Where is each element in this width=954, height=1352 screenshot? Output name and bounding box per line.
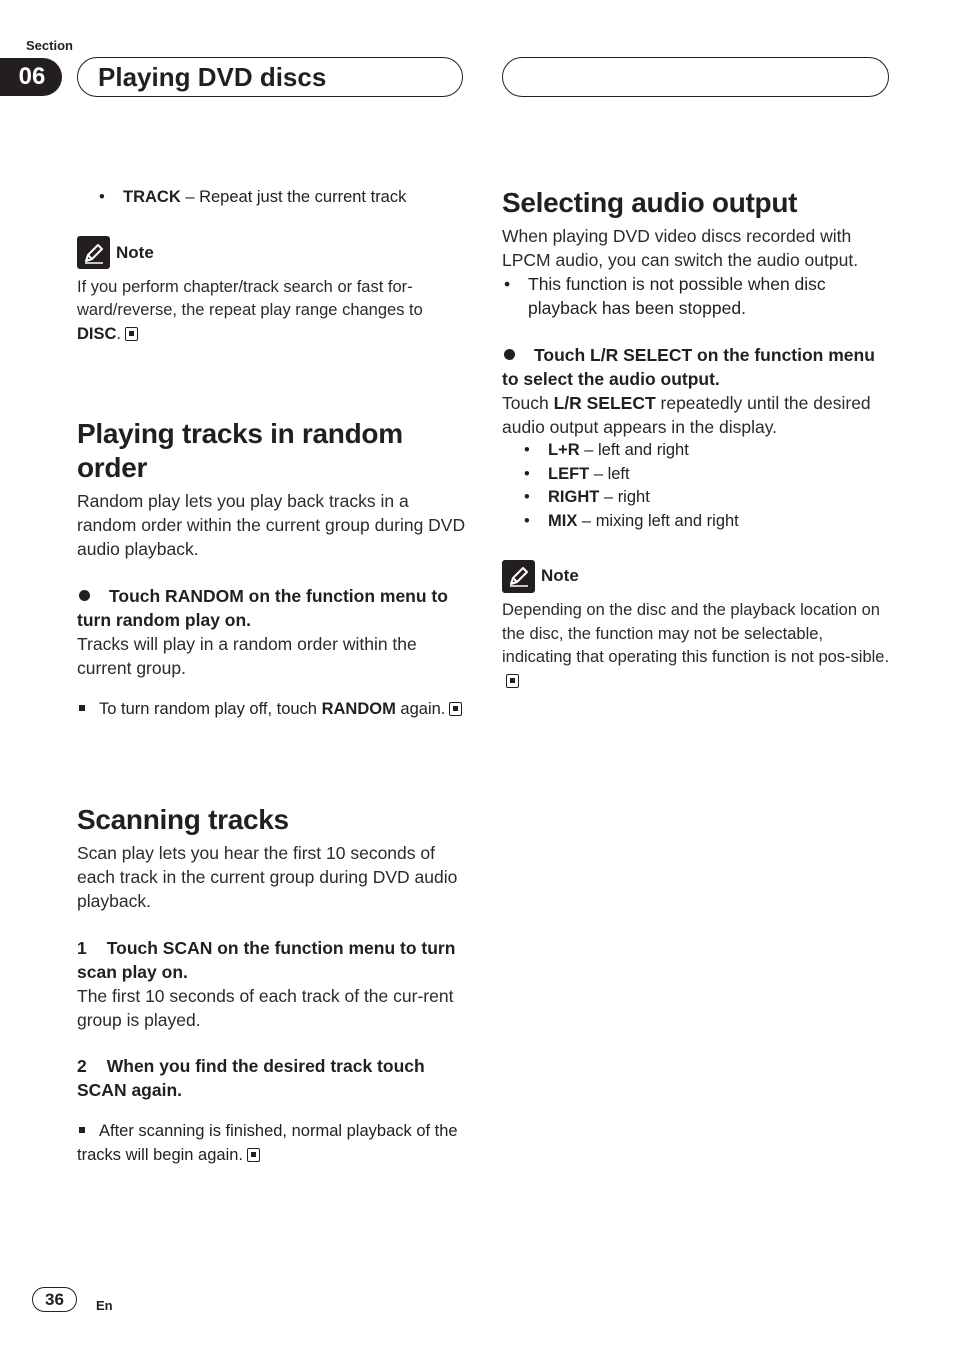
- note-header: [77, 236, 467, 270]
- audio-option: • MIX – mixing left and right: [524, 511, 739, 530]
- track-bullet: [77, 186, 467, 210]
- pencil-note-icon: [502, 560, 535, 593]
- random-heading: Playing tracks in random order: [77, 418, 403, 483]
- section-label: Section: [26, 38, 73, 53]
- scan-heading: Scanning tracks: [77, 804, 289, 835]
- end-of-section-icon: [125, 327, 138, 341]
- step-bullet: [79, 590, 90, 601]
- audio-option: • RIGHT – right: [524, 488, 650, 506]
- empty-title-pill: [502, 57, 889, 97]
- note-title: Note: [116, 242, 154, 262]
- audio-option: • L+R – left and right: [524, 441, 689, 459]
- end-of-section-icon: [506, 674, 519, 688]
- square-bullet: [79, 1127, 85, 1133]
- track-bullet-text: TRACK – Repeat just the current track: [123, 188, 407, 206]
- audio-step-body: Touch L/R SELECT repeatedly until the desired audio output appears in the display.: [502, 393, 871, 437]
- random-step: Touch RANDOM on the function menu to turn random play on.: [77, 586, 448, 630]
- note-header: [502, 559, 894, 593]
- note-text: Depending on the disc and the playback location on the disc, the function may not be selectable, indicating that operating this function is not pos-sible.: [502, 599, 894, 693]
- scan-step-1: 1 Touch SCAN on the function menu to turn scan play on.: [77, 938, 456, 982]
- scan-sub-note: After scanning is finished, normal playback of the tracks will begin again.: [77, 1121, 458, 1164]
- random-intro: Random play lets you play back tracks in a random order within the current group during DVD audio playback.: [77, 491, 466, 559]
- square-bullet: [79, 705, 85, 711]
- random-step-body: Tracks will play in a random order within the current group.: [77, 634, 417, 678]
- audio-option: • LEFT – left: [524, 464, 630, 483]
- bullet-dot: •: [99, 188, 105, 206]
- scan-step-2: 2 When you find the desired track touch SCAN again.: [77, 1056, 425, 1100]
- right-column: [502, 186, 894, 693]
- audio-options-list: [502, 439, 894, 533]
- step-bullet: [504, 349, 515, 360]
- end-of-section-icon: [449, 702, 462, 716]
- audio-step: Touch L/R SELECT on the function menu to select the audio output.: [502, 345, 875, 389]
- left-column: [77, 186, 467, 1183]
- chapter-title-text: Playing DVD discs: [98, 61, 327, 92]
- scan-intro: Scan play lets you hear the first 10 seconds of each track in the current group during DVD audio playback.: [77, 843, 458, 911]
- note-text: If you perform chapter/track search or fast for-ward/reverse, the repeat play range changes to DISC.: [77, 277, 423, 343]
- pencil-note-icon: [77, 236, 110, 269]
- scan-step-1-body: The first 10 seconds of each track of the cur-rent group is played.: [77, 986, 454, 1030]
- page-number: 36: [32, 1287, 77, 1312]
- end-of-section-icon: [247, 1148, 260, 1162]
- chapter-title: [77, 57, 463, 97]
- audio-heading: Selecting audio output: [502, 187, 798, 218]
- section-number-badge: 06: [0, 58, 62, 96]
- language-label: En: [96, 1298, 113, 1313]
- note-title: Note: [541, 566, 579, 585]
- audio-intro: When playing DVD video discs recorded with LPCM audio, you can switch the audio output.: [502, 226, 859, 270]
- audio-bullet: • This function is not possible when disc playback has been stopped.: [504, 274, 826, 318]
- bullet-dot: •: [504, 274, 511, 294]
- random-sub-note: To turn random play off, touch RANDOM again.: [77, 697, 467, 721]
